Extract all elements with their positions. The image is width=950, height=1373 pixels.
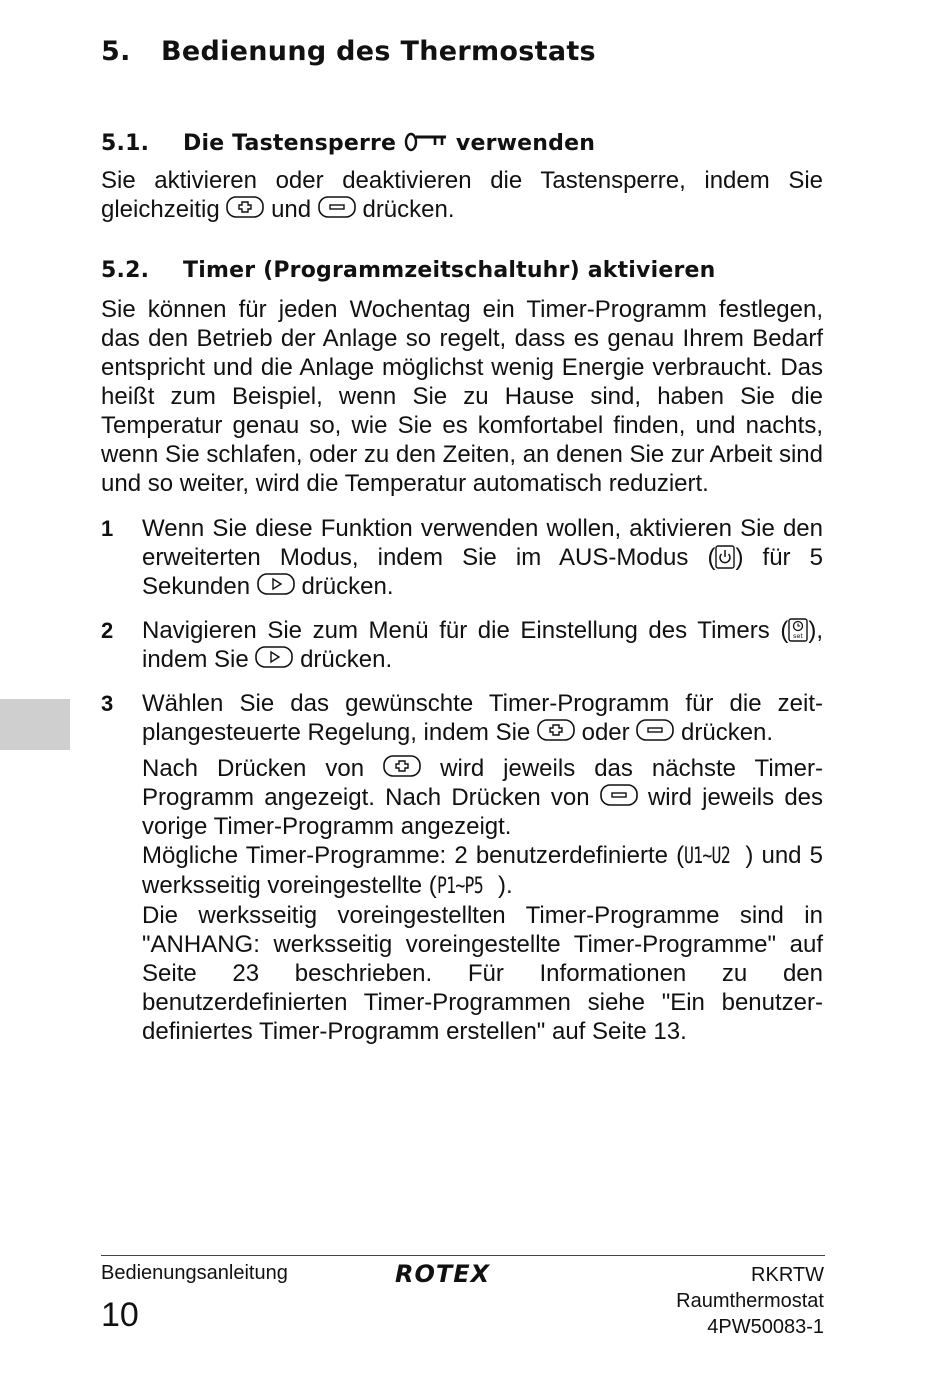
subsection-number: 5.2.	[101, 258, 150, 283]
side-tab-marker	[0, 699, 70, 750]
step-text-part: drücken.	[681, 719, 774, 746]
step-text-part: ), indem Sie	[142, 617, 823, 673]
step-text-part: Mögliche Timer-Programme: 2 benutzerdefinierte (	[142, 842, 685, 869]
step-number: 2	[101, 618, 114, 643]
svg-text:set: set	[793, 632, 804, 640]
plus-button-icon	[537, 719, 575, 741]
key-icon	[404, 131, 448, 153]
plus-button-icon	[226, 196, 264, 218]
minus-button-icon	[600, 784, 638, 806]
footer-doc-number: 4PW50083-1	[707, 1316, 824, 1338]
step-text-part: Navigieren Sie zum Menü für die Einstellung des Timers (	[142, 617, 789, 644]
step-text-part: Wenn Sie diese Funktion verwenden wollen, aktivieren Sie den erweiterten Modus, indem Sie im AUS-Modus (	[142, 515, 823, 571]
plus-button-icon	[383, 755, 421, 777]
section-heading	[101, 36, 823, 67]
key-lock-text-and: und	[271, 196, 312, 223]
play-button-icon	[255, 646, 293, 668]
minus-button-icon	[318, 196, 356, 218]
subsection-heading-5-2	[101, 258, 823, 283]
step-text-part: ).	[498, 872, 513, 899]
clock-set-icon	[788, 618, 808, 642]
subsection-title-after: verwenden	[455, 131, 596, 156]
list-item	[101, 616, 823, 674]
step-text-part: wird jeweils des vorige Timer-Programm angezeigt.	[142, 784, 824, 840]
user-program-segment-text: U1~U2	[684, 844, 731, 869]
footer-product-name: Raumthermostat	[676, 1290, 824, 1312]
page-content	[101, 36, 823, 1046]
step-detail-text: Die werksseitig voreingestellten Timer-Programme sind in "ANHANG: werksseitig voreingestellte Timer-Programme" auf Seite 23 beschrieben. Für Informationen zu den benutzerdefinierten Timer-Programmen siehe "Ein benutzer-definiertes Timer-Programm erstellen" auf Seite 13.	[142, 902, 823, 1045]
list-item	[101, 689, 823, 1046]
footer-page-number: 10	[101, 1296, 139, 1334]
section-title: Bedienung des Thermostats	[161, 36, 596, 67]
footer-product-info	[676, 1262, 824, 1340]
timer-intro-paragraph: Sie können für jeden Wochentag ein Timer-Programm festlegen, das den Betrieb der Anlage so regelt, dass es genau Ihrem Bedarf entspricht und die Anlage möglichst wenig Energie verbraucht. Das heißt zum Beispiel, wenn Sie zu Hause sind, haben Sie die Temperatur genau so, wie Sie es komfortabel finden, und nachts, wenn Sie schlafen, oder zu den Zeiten, an denen Sie zur Arbeit sind und so weiter, wird die Temperatur automatisch reduziert.	[101, 296, 823, 497]
footer-rule	[101, 1255, 825, 1256]
step-text	[142, 514, 823, 601]
step-number: 1	[101, 516, 114, 541]
list-item	[101, 514, 823, 601]
play-button-icon	[257, 573, 295, 595]
section-number: 5.	[101, 36, 131, 67]
subsection-heading-5-1	[101, 131, 823, 156]
step-text-part: oder	[581, 719, 630, 746]
step-text-part: ) und 5 werksseitig voreingestellte (	[142, 842, 824, 899]
step-detail-text	[142, 841, 823, 901]
key-lock-paragraph	[101, 166, 823, 224]
step-detail-text	[142, 754, 823, 841]
preset-program-segment-text: P1~P5	[436, 874, 483, 899]
step-text-part: Wählen Sie das gewünschte Timer-Programm für die zeit-plangesteuerte Regelung, indem Sie	[142, 690, 823, 746]
step-text-part: wird jeweils das nächste Timer-Programm angezeigt. Nach Drücken von	[142, 755, 823, 811]
step-text-part: ) für 5 Sekunden	[142, 544, 823, 600]
subsection-title: Timer (Programmzeitschaltuhr) aktivieren	[183, 258, 716, 283]
minus-button-icon	[636, 719, 674, 741]
footer-doc-type: Bedienungsanleitung	[101, 1262, 288, 1284]
rotex-logo: ROTEX	[395, 1260, 491, 1288]
step-text-part: drücken.	[300, 646, 393, 673]
step-text	[142, 689, 823, 747]
step-number: 3	[101, 691, 114, 716]
footer-model: RKRTW	[751, 1264, 824, 1286]
subsection-number: 5.1.	[101, 131, 150, 156]
power-icon	[715, 545, 735, 569]
step-text-part: Nach Drücken von	[142, 755, 365, 782]
subsection-title-before: Die Tastensperre	[183, 131, 397, 156]
step-text	[142, 616, 823, 674]
step-text-part: drücken.	[301, 573, 394, 600]
key-lock-text-after: drücken.	[362, 196, 455, 223]
key-lock-text-before: Sie aktivieren oder deaktivieren die Tastensperre, indem Sie gleichzeitig	[101, 167, 823, 223]
